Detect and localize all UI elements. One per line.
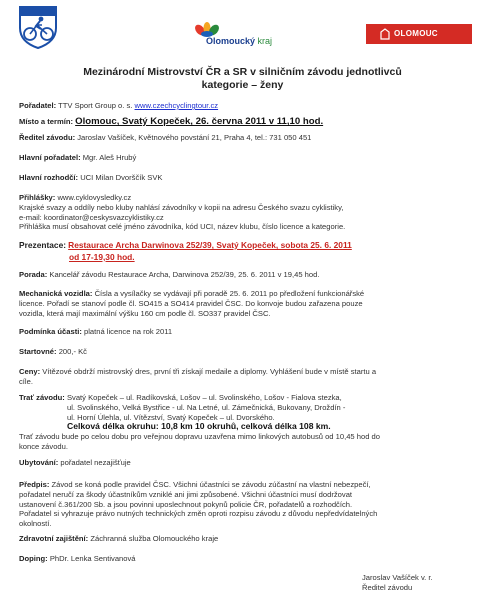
entries-block bbox=[19, 193, 471, 232]
main-organizer-row bbox=[19, 153, 471, 163]
rules-line-2: pořadatel neručí za škody účastníkům vzniklé ani jimi způsobené. Všichni účastníci musí dodržovat bbox=[19, 489, 353, 499]
entries-line-2: Krajské svazy a oddíly nebo kluby nahlásí závodníky v kopii na adresu Českého svazu cyklistiky, bbox=[19, 202, 344, 212]
organizer-row bbox=[19, 101, 471, 111]
organizer-value: TTV Sport Group o. s. bbox=[58, 101, 133, 110]
route-block bbox=[19, 393, 471, 452]
signature-name: Jaroslav Vašíček v. r. bbox=[362, 573, 433, 582]
cycling-club-logo bbox=[16, 4, 60, 50]
organizer-label: Pořadatel: bbox=[19, 101, 57, 110]
kraj-logo-text: Olomoucký bbox=[206, 36, 256, 46]
prizes-label: Ceny: bbox=[19, 367, 41, 376]
doping-value: PhDr. Lenka Sentivanová bbox=[49, 554, 136, 563]
accommodation-value: pořadatel nezajišťuje bbox=[60, 458, 131, 467]
route-line-3: ul. Horní Úlehla, ul. Vítězství, Svatý Kopeček – ul. Dvorského. bbox=[67, 412, 275, 422]
prizes-line-2: cíle. bbox=[19, 376, 33, 386]
participation-row bbox=[19, 327, 471, 337]
vehicles-line-1: Čísla a vysílačky se vydávají při poradě 25. 6. 2011 po předložení funkcionářské bbox=[94, 289, 365, 298]
medical-label: Zdravotní zajištění: bbox=[19, 534, 89, 543]
vehicles-line-3: vozidla, která mají maximální výšku 160 cm podle čl. SO337 pravidel ČSC. bbox=[19, 308, 271, 318]
presentation-line-1: Restaurace Archa Darwinova 252/39, Svatý Kopeček, sobota 25. 6. 2011 bbox=[68, 240, 352, 250]
main-organizer-label: Hlavní pořadatel: bbox=[19, 153, 81, 162]
entries-label: Přihlášky: bbox=[19, 193, 56, 202]
prizes-block bbox=[19, 367, 471, 387]
medical-row bbox=[19, 534, 471, 544]
route-line-5: Trať závodu bude po celou dobu pro veřejnou dopravu uzavřena mimo linkových autobusů od 10,45 hod do bbox=[19, 432, 380, 442]
entries-line-4: Přihláška musí obsahovat celé jméno závodníka, kód UCI, název klubu, číslo licence a kategorie. bbox=[19, 222, 346, 232]
olomouc-city-logo bbox=[366, 24, 472, 44]
olomouc-logo-text: OLOMOUC bbox=[394, 29, 438, 38]
fee-label: Startovné: bbox=[19, 347, 57, 356]
participation-value: platná licence na rok 2011 bbox=[84, 327, 173, 336]
referee-value: UCI Milan Dvorščík SVK bbox=[80, 173, 163, 182]
document-subtitle: kategorie – ženy bbox=[201, 79, 284, 91]
rules-line-1: Závod se koná podle pravidel ČSC. Všichni účastníci se závodu zúčastní na vlastní nebezpečí, bbox=[51, 480, 371, 489]
rules-line-3: ustanovení č.361/200 Sb. a jsou povinni uposlechnout pokynů policie ČR, pořadatelů a rozhodčích. bbox=[19, 499, 353, 509]
presentation-line-2: od 17-19,30 hod. bbox=[69, 251, 135, 262]
document-title: Mezinárodní Mistrovství ČR a SR v silničním závodu jednotlivců bbox=[83, 66, 402, 78]
vehicles-label: Mechanická vozidla: bbox=[19, 289, 93, 298]
route-line-2: ul. Svolinského, Velká Bystřice - ul. Na Letné, ul. Zámečnická, Bukovany, Droždín - bbox=[67, 402, 346, 412]
signature-block bbox=[362, 573, 433, 593]
prizes-line-1: Vítězové obdrží mistrovský dres, první tři získají medaile a diplomy. Vyhlášení bude v místě startu a bbox=[42, 367, 377, 376]
venue-label: Místo a termín: bbox=[19, 117, 74, 126]
route-total-length: Celková délka okruhu: 10,8 km 10 okruhů, celková délka 108 km. bbox=[67, 421, 331, 432]
referee-row bbox=[19, 173, 471, 183]
rules-line-5: okolností. bbox=[19, 519, 52, 529]
vehicles-line-2: licence. Pořadí se stanoví podle čl. SO415 a SO414 pravidel ČSC. Do konvoje budou zařazena pouze bbox=[19, 298, 363, 308]
participation-label: Podmínka účasti: bbox=[19, 327, 82, 336]
accommodation-label: Ubytování: bbox=[19, 458, 59, 467]
fee-row bbox=[19, 347, 471, 357]
meeting-label: Porada: bbox=[19, 270, 48, 279]
rules-block bbox=[19, 480, 471, 529]
medical-value: Záchranná služba Olomouckého kraje bbox=[90, 534, 219, 543]
entries-website: www.cyklovysledky.cz bbox=[57, 193, 132, 202]
accommodation-row bbox=[19, 458, 471, 468]
venue-row bbox=[19, 117, 471, 127]
meeting-value: Kancelář závodu Restaurace Archa, Darwinova 252/39, 25. 6. 2011 v 19,45 hod. bbox=[49, 270, 320, 279]
presentation-block bbox=[19, 240, 471, 263]
entries-email: e-mail: koordinator@ceskysvazcyklistiky.cz bbox=[19, 212, 164, 222]
route-line-6: konce závodu. bbox=[19, 441, 68, 451]
meeting-row bbox=[19, 270, 471, 280]
route-label: Trať závodu: bbox=[19, 393, 65, 402]
rules-label: Předpis: bbox=[19, 480, 50, 489]
rules-line-4: Pořadatel si vyhrazuje právo nutných technických změn oproti rozpisu závodu z důvodu nepředvídatelných bbox=[19, 509, 378, 519]
vehicles-block bbox=[19, 289, 471, 318]
olomouc-mark-icon bbox=[380, 28, 390, 40]
doping-label: Doping: bbox=[19, 554, 48, 563]
kraj-logo-suffix: kraj bbox=[257, 36, 273, 46]
main-organizer-value: Mgr. Aleš Hrubý bbox=[82, 153, 137, 162]
fee-value: 200,- Kč bbox=[58, 347, 87, 356]
venue-value: Olomouc, Svatý Kopeček, 26. června 2011 v 11,10 hod. bbox=[75, 116, 324, 127]
signature-role: Ředitel závodu bbox=[362, 583, 413, 592]
director-row bbox=[19, 133, 471, 143]
director-value: Jaroslav Vašíček, Květnového povstání 21, Praha 4, tel.: 731 050 451 bbox=[77, 133, 312, 142]
olomoucky-kraj-logo bbox=[180, 22, 300, 50]
director-label: Ředitel závodu: bbox=[19, 133, 76, 142]
presentation-label: Prezentace: bbox=[19, 240, 67, 250]
organizer-website-link[interactable]: www.czechcyclingtour.cz bbox=[134, 101, 219, 110]
route-line-1: Svatý Kopeček – ul. Radíkovská, Lošov – ul. Svolinského, Lošov - Fialova stezka, bbox=[66, 393, 342, 402]
doping-row bbox=[19, 554, 471, 564]
referee-label: Hlavní rozhodčí: bbox=[19, 173, 79, 182]
